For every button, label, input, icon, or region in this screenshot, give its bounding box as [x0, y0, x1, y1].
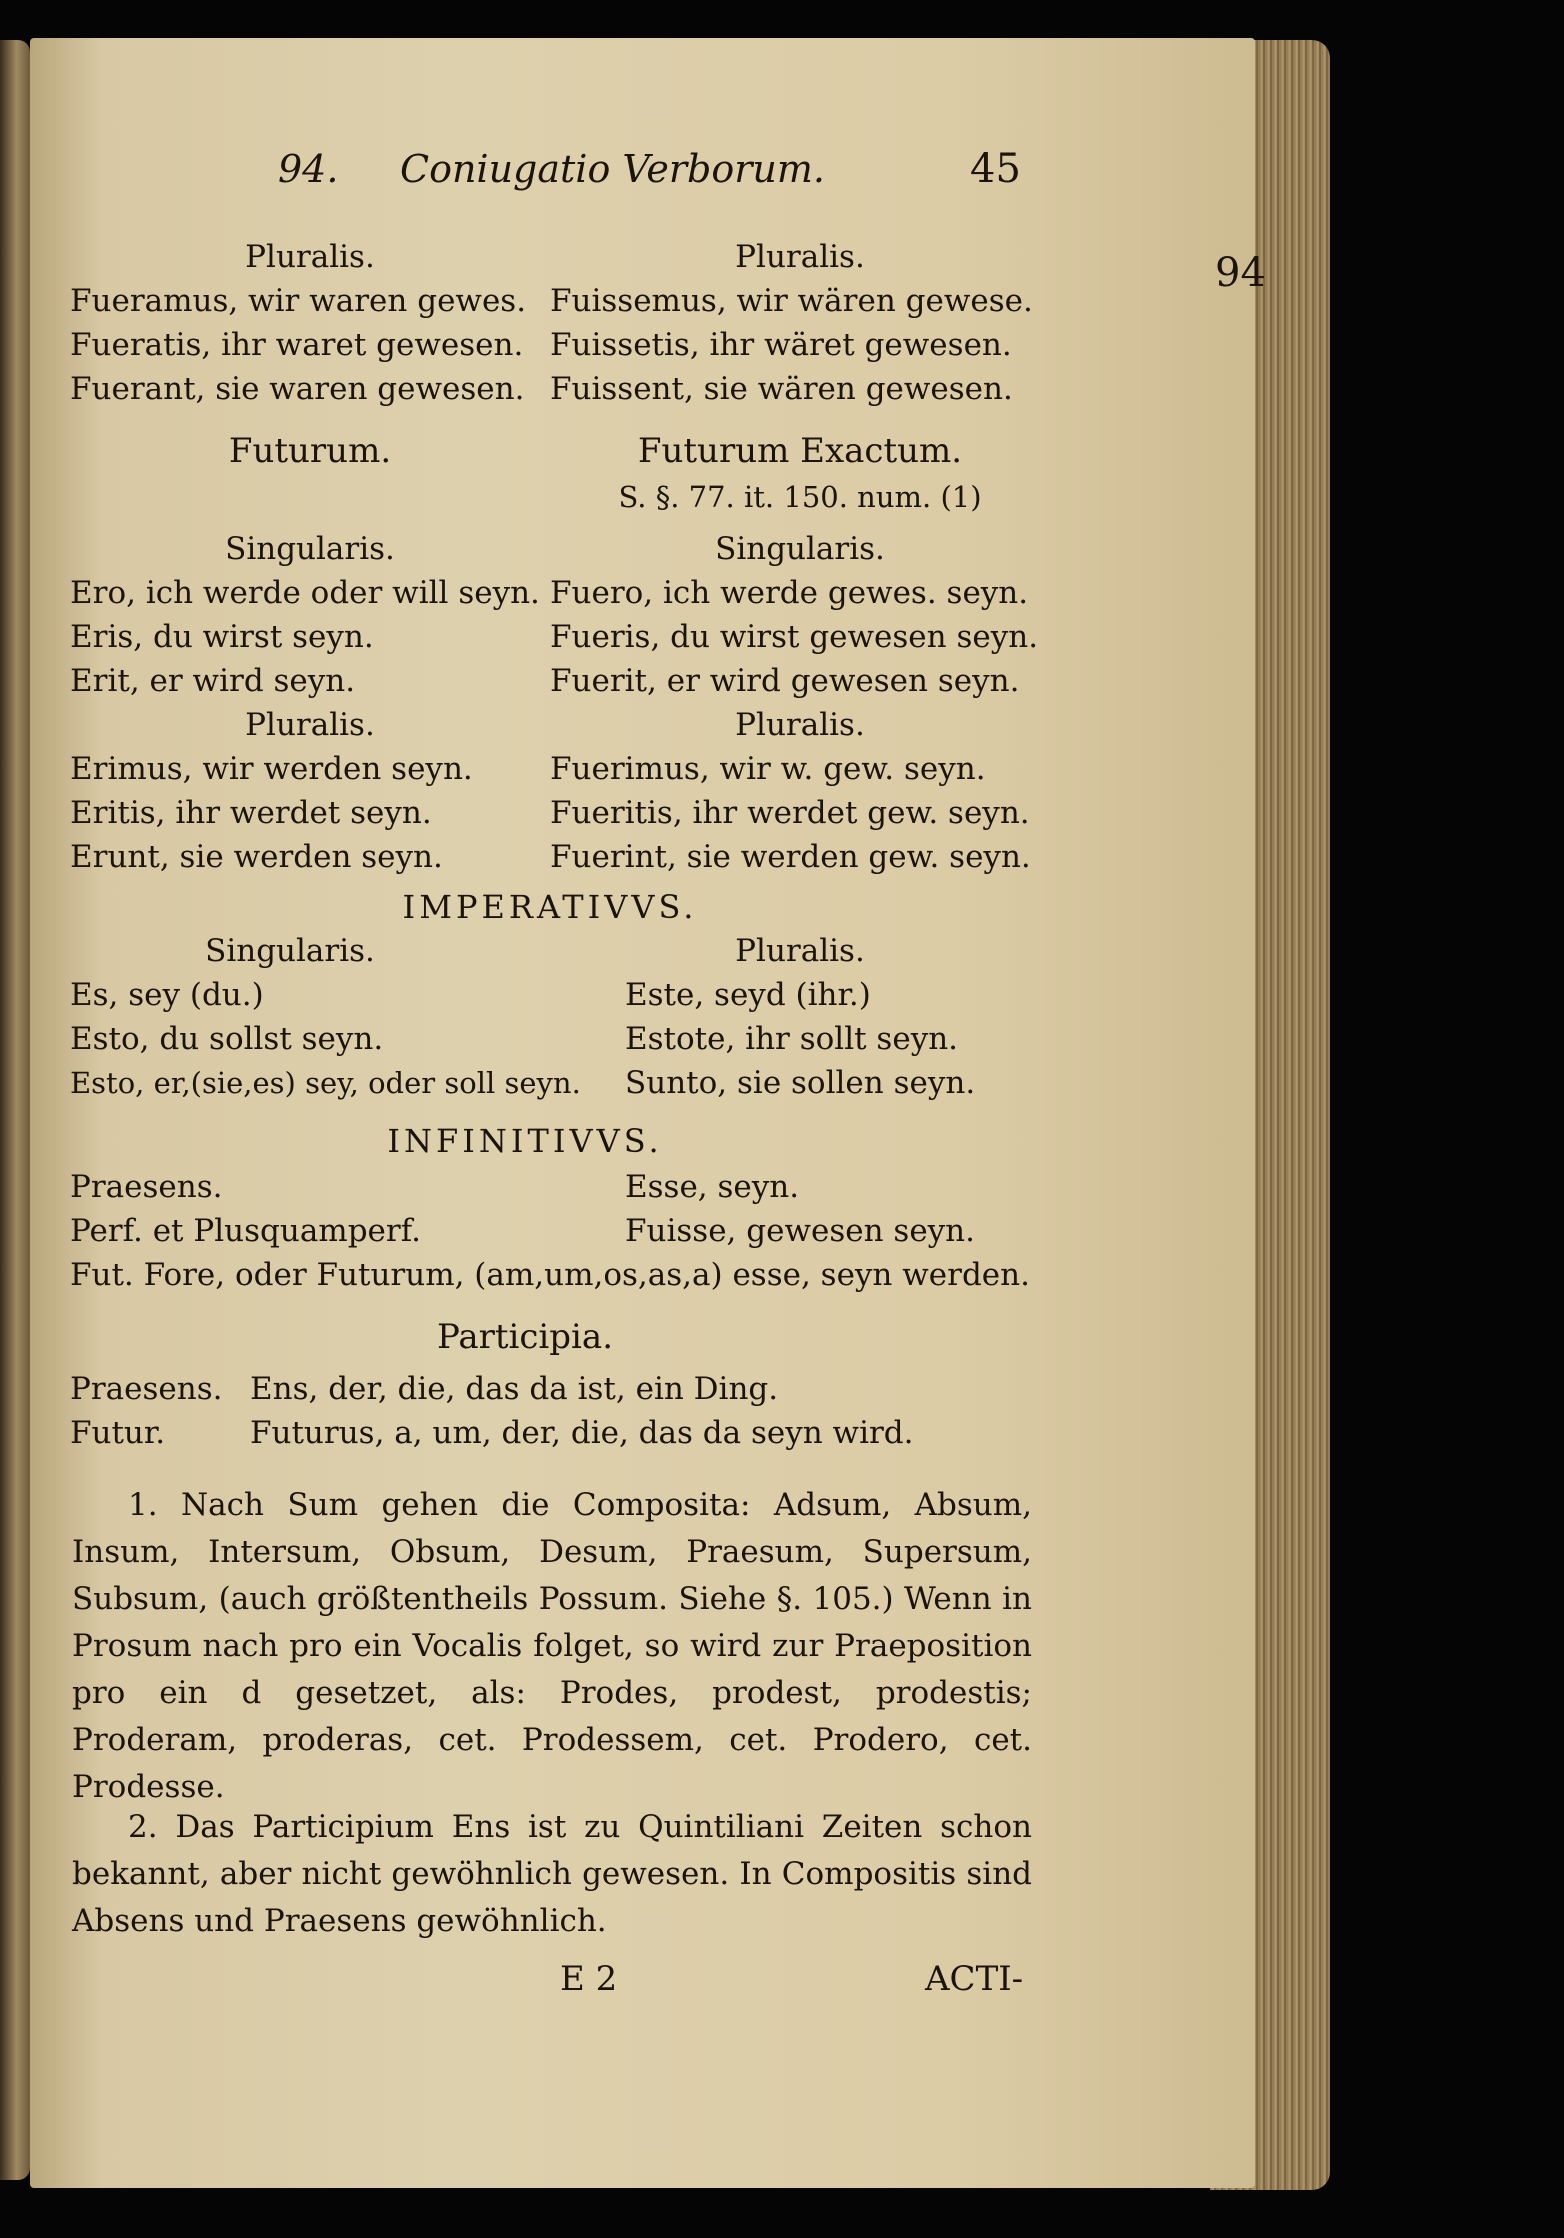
imperative-left-row: Es, sey (du.) — [70, 977, 264, 1013]
pluperfect-left-row: Fueratis, ihr waret gewesen. — [70, 327, 524, 363]
pluperfect-right-row: Fuissemus, wir wären gewese. — [550, 283, 1033, 319]
future-exact-reference: S. §. 77. it. 150. num. (1) — [618, 480, 982, 514]
imperative-singular-heading: Singularis. — [205, 933, 375, 969]
page-number: 45 — [970, 146, 1021, 192]
imperative-left-row: Esto, du sollst seyn. — [70, 1021, 384, 1057]
future-plural-left: Pluralis. — [245, 707, 375, 743]
future-title: Futurum. — [228, 431, 392, 471]
catchword: ACTI- — [925, 1959, 1024, 1999]
pluperfect-right-row: Fuissetis, ihr wäret gewesen. — [550, 327, 1012, 363]
imperative-right-row: Estote, ihr sollt seyn. — [625, 1021, 959, 1057]
future-singular-left: Singularis. — [225, 531, 395, 567]
future-right-row: Fuerit, er wird gewesen seyn. — [550, 663, 1020, 699]
infinitive-future-line: Fut. Fore, oder Futurum, (am,um,os,as,a) esse, seyn werden. — [70, 1257, 1030, 1293]
imperative-plural-heading: Pluralis. — [735, 933, 865, 969]
future-right-row: Fuero, ich werde gewes. seyn. — [550, 575, 1029, 611]
infinitive-label: Perf. et Plusquamperf. — [70, 1213, 421, 1249]
pluperfect-left-heading: Pluralis. — [245, 239, 375, 275]
imperative-title: IMPERATIVVS. — [402, 888, 698, 926]
running-title: Coniugatio Verborum. — [400, 147, 825, 191]
margin-section-number: 94 — [1215, 250, 1266, 296]
note-2: 2. Das Participium Ens ist zu Quintiliani Zeiten schon bekannt, aber nicht gewöhnlich gewesen. In Compositis sind Absens und Praesens gewöhnlich. — [72, 1809, 1032, 1939]
infinitive-label: Praesens. — [70, 1169, 223, 1205]
future-right-row: Fuerimus, wir w. gew. seyn. — [550, 751, 986, 787]
future-left-row: Eritis, ihr werdet seyn. — [70, 795, 432, 831]
future-right-row: Fuerint, sie werden gew. seyn. — [550, 839, 1031, 875]
future-left-row: Erunt, sie werden seyn. — [70, 839, 443, 875]
future-left-row: Erimus, wir werden seyn. — [70, 751, 473, 787]
infinitive-value: Fuisse, gewesen seyn. — [625, 1213, 975, 1249]
pluperfect-left-row: Fuerant, sie waren gewesen. — [70, 371, 525, 407]
infinitive-value: Esse, seyn. — [625, 1169, 800, 1205]
future-right-row: Fueris, du wirst gewesen seyn. — [550, 619, 1039, 655]
infinitive-title: INFINITIVVS. — [387, 1122, 663, 1160]
participle-value: Ens, der, die, das da ist, ein Ding. — [250, 1371, 779, 1407]
participle-value: Futurus, a, um, der, die, das da seyn wird. — [250, 1415, 914, 1451]
previous-page-edge — [0, 40, 30, 2180]
running-number: 94. — [278, 147, 339, 191]
participle-label: Futur. — [70, 1415, 166, 1451]
future-left-row: Ero, ich werde oder will seyn. — [70, 575, 540, 611]
future-singular-right: Singularis. — [715, 531, 885, 567]
note-1: 1. Nach Sum gehen die Composita: Adsum, Absum, Insum, Intersum, Obsum, Desum, Praesum, Supersum, Subsum, (auch größtentheils Possum. Siehe §. 105.) Wenn in Prosum nach pro ein Vocalis folget, so wird zur Praeposition pro ein d gesetzet, als: Prodes, prodest, prodestis; Proderam, proderas, cet. Prodessem, cet. Prodero, cet. Prodesse. — [72, 1487, 1032, 1805]
participles-title: Participia. — [436, 1317, 614, 1357]
imperative-right-row: Este, seyd (ihr.) — [625, 977, 871, 1013]
signature-mark: E 2 — [560, 1959, 618, 1999]
future-right-row: Fueritis, ihr werdet gew. seyn. — [550, 795, 1030, 831]
imperative-left-row: Esto, er,(sie,es) sey, oder soll seyn. — [70, 1066, 581, 1100]
future-left-row: Erit, er wird seyn. — [70, 663, 356, 699]
imperative-right-row: Sunto, sie sollen seyn. — [625, 1065, 976, 1101]
participle-label: Praesens. — [70, 1371, 223, 1407]
pluperfect-left-row: Fueramus, wir waren gewes. — [70, 283, 527, 319]
future-exact-title: Futurum Exactum. — [637, 431, 963, 471]
pluperfect-right-row: Fuissent, sie wären gewesen. — [550, 371, 1013, 407]
future-plural-right: Pluralis. — [735, 707, 865, 743]
future-left-row: Eris, du wirst seyn. — [70, 619, 374, 655]
pluperfect-right-heading: Pluralis. — [735, 239, 865, 275]
